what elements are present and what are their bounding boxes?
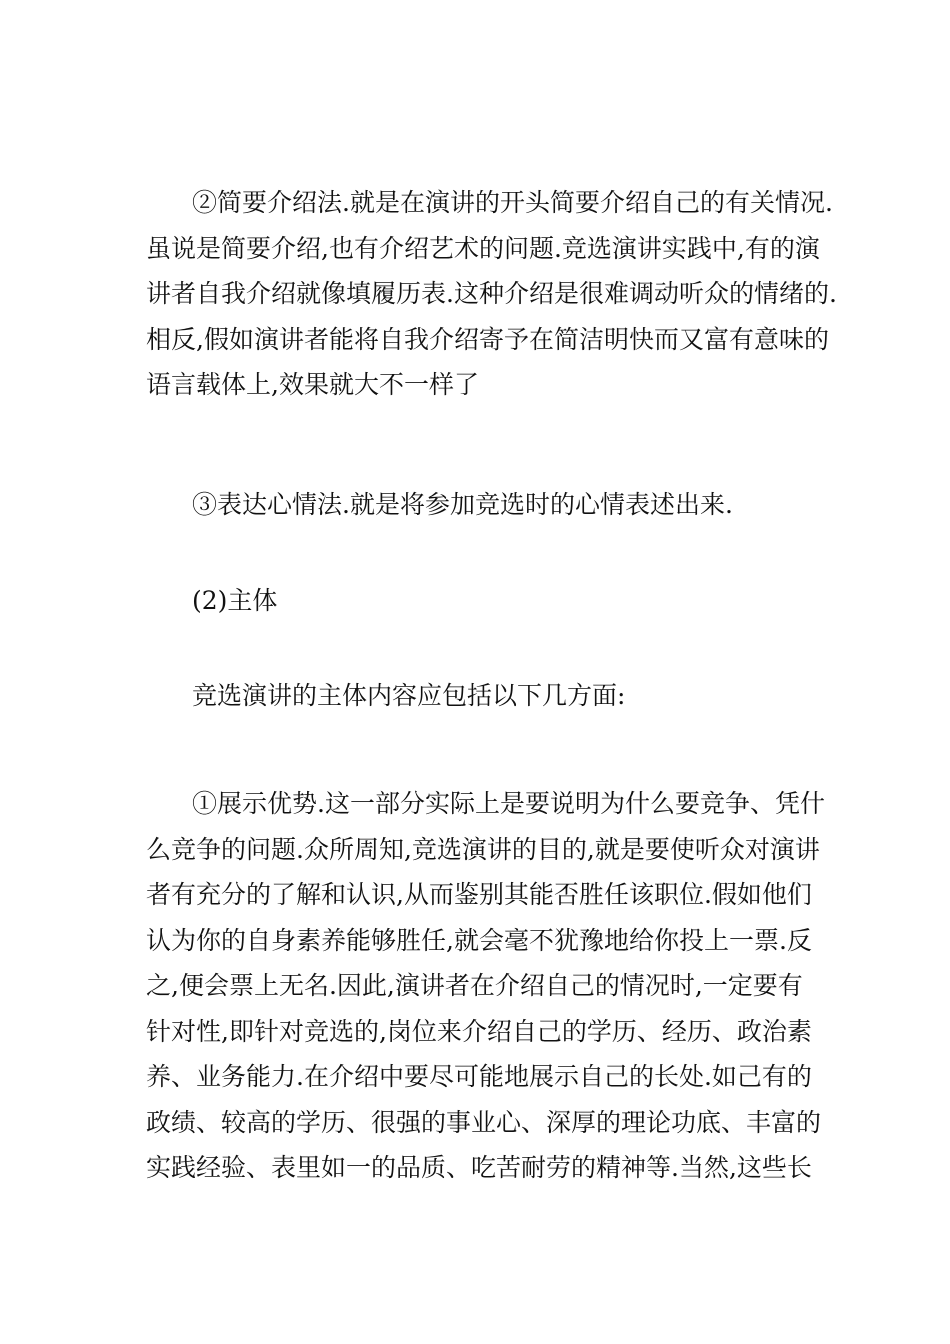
- text-line: 竞选演讲的主体内容应包括以下几方面:: [192, 681, 626, 710]
- text-line: 虽说是简要介绍,也有介绍艺术的问题.竞选演讲实践中,有的演: [146, 233, 820, 263]
- text-line: (2)主体: [192, 586, 278, 615]
- text-line: 政绩、较高的学历、很强的事业心、深厚的理论功底、丰富的: [146, 1107, 822, 1137]
- text-line: 讲者自我介绍就像填履历表.这种介绍是很难调动听众的情绪的.: [146, 279, 837, 308]
- paragraph-main-body-intro: [146, 673, 816, 719]
- text-line: 针对性,即针对竞选的,岗位来介绍自己的学历、经历、政治素: [146, 1016, 812, 1046]
- text-line: 认为你的自身素养能够胜任,就会毫不犹豫地给你投上一票.反: [146, 925, 812, 955]
- text-line: ②简要介绍法.就是在演讲的开头简要介绍自己的有关情况.: [192, 188, 833, 217]
- paragraph-brief-introduction: [146, 180, 837, 408]
- text-line: 者有充分的了解和认识,从而鉴别其能否胜任该职位.假如他们: [146, 880, 812, 909]
- text-line: 相反,假如演讲者能将自我介绍寄予在简洁明快而又富有意味的: [146, 324, 829, 354]
- text-line: 实践经验、表里如一的品质、吃苦耐劳的精神等.当然,这些长: [146, 1153, 812, 1182]
- paragraph-express-feelings: [146, 482, 816, 528]
- text-line: 养、业务能力.在介绍中要尽可能地展示自己的长处.如己有的: [146, 1062, 812, 1091]
- text-line: 语言载体上,效果就大不一样了: [146, 370, 479, 399]
- text-line: 么竞争的问题.众所周知,竞选演讲的目的,就是要使听众对演讲: [146, 834, 820, 864]
- text-line: ①展示优势.这一部分实际上是要说明为什么要竞争、凭什: [192, 789, 825, 818]
- section-heading-main-body: [146, 578, 816, 624]
- text-line: ③表达心情法.就是将参加竞选时的心情表述出来.: [192, 490, 733, 519]
- paragraph-show-advantages: [146, 781, 825, 1191]
- text-line: 之,便会票上无名.因此,演讲者在介绍自己的情况时,一定要有: [146, 971, 803, 1000]
